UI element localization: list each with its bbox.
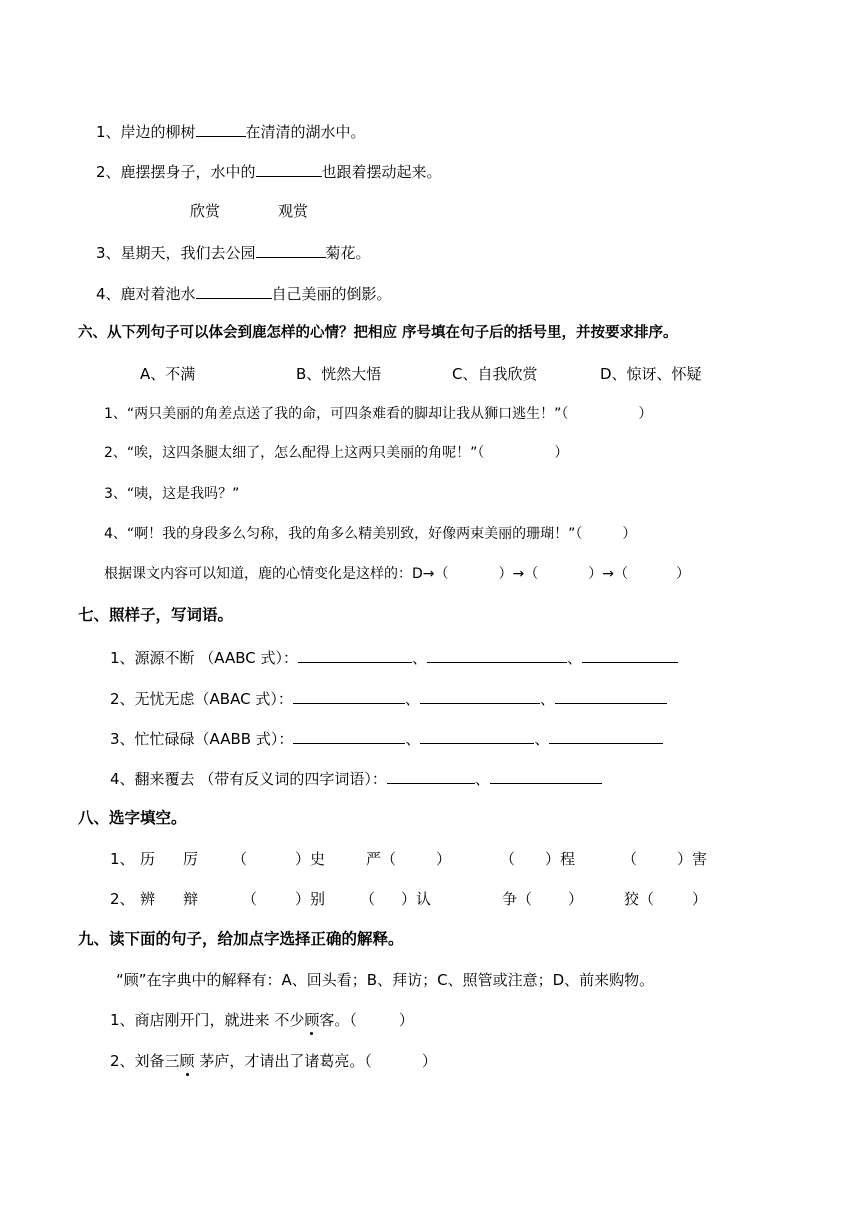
answer-blank[interactable] (293, 688, 405, 704)
paren-close: ） (638, 406, 653, 422)
paren-close: ） (401, 890, 417, 908)
paren-close: ） (568, 890, 584, 908)
separator: 、 (405, 730, 421, 748)
s9-q2-text: 2、刘备三 (110, 1052, 180, 1070)
s8-row-2-number: 2、 (110, 890, 135, 908)
s7-q4-text: 4、翻来覆去 （带有反义词的四字词语）： (110, 770, 387, 788)
answer-blank[interactable] (549, 728, 663, 744)
option-c: C、自我欣赏 (452, 365, 538, 383)
paren-close: ） (398, 1011, 414, 1029)
answer-blank[interactable] (387, 768, 475, 784)
dotted-char: 顾 (304, 1011, 320, 1029)
answer-blank[interactable] (420, 688, 540, 704)
s5-q3-text: 3、星期天，我们去公园 (96, 244, 256, 262)
section-6-heading: 六、从下列句子可以体会到鹿怎样的心情？把相应 序号填在句子后的括号里，并按要求排序。 (78, 325, 678, 341)
paren-open: （ (639, 890, 655, 908)
paren-close: ） (295, 850, 311, 868)
s6-question-3: 3、“咦，这是我吗？” (104, 486, 240, 502)
s8-row-1-item-4[interactable] (622, 849, 707, 869)
item-char: 程 (560, 850, 576, 868)
s5-q4-text: 4、鹿对着池水 (96, 285, 196, 303)
paren-open: （ (434, 566, 449, 582)
paren-close: ） (554, 445, 569, 461)
paren-open: （ (360, 890, 376, 908)
s5-question-4 (96, 283, 392, 304)
paren-open: （ (524, 566, 539, 582)
s8-row-1-item-1[interactable] (232, 849, 325, 869)
s6-q1-text: 1、“两只美丽的角差点送了我的命，可四条难看的脚却让我从狮口逃生！”（ (104, 406, 569, 422)
s5-q4-text-end: 自己美丽的倒影。 (271, 285, 392, 303)
s6-question-1 (104, 404, 652, 424)
s7-q3-text: 3、忙忙碌碌（AABB 式）： (110, 730, 294, 748)
s8-row-1-char-1: 历 (140, 850, 156, 868)
item-char: 认 (416, 890, 432, 908)
item-char: 别 (310, 890, 326, 908)
s7-question-3 (110, 728, 663, 749)
s5-q2-text: 2、鹿摆摆身子，水中的 (96, 163, 256, 181)
s8-row-1-item-3[interactable] (500, 849, 575, 869)
paren-close: ） (498, 566, 513, 582)
s8-row-2-item-1[interactable] (242, 889, 325, 909)
separator: 、 (412, 649, 428, 667)
item-char: 争 (502, 890, 518, 908)
answer-blank[interactable] (256, 161, 322, 177)
s9-q2-text-end: 茅庐，才请出了诸葛亮。（ (194, 1052, 372, 1070)
item-char: 严 (366, 850, 382, 868)
answer-blank[interactable] (555, 688, 667, 704)
separator: 、 (567, 649, 583, 667)
answer-blank[interactable] (293, 728, 405, 744)
s7-question-2 (110, 688, 667, 709)
paren-close: ） (545, 850, 561, 868)
item-char: 狡 (624, 890, 640, 908)
paren-open: （ (613, 566, 628, 582)
option-d: D、惊讶、怀疑 (600, 365, 702, 383)
arrow-icon: → (512, 566, 525, 582)
s6-order-text: 根据课文内容可以知道，鹿的心情变化是这样的：D (104, 566, 423, 582)
s6-q2-text: 2、“唉，这四条腿太细了，怎么配得上这两只美丽的角呢！”（ (104, 445, 485, 461)
s5-q1-text: 1、岸边的柳树 (96, 123, 196, 141)
s9-question-2 (110, 1051, 437, 1071)
section-8-heading: 八、选字填空。 (78, 809, 187, 827)
paren-open: （ (232, 850, 248, 868)
s7-q1-text: 1、源源不断 （AABC 式）： (110, 649, 299, 667)
s6-question-2 (104, 443, 568, 463)
answer-blank[interactable] (256, 242, 326, 258)
dotted-char: 顾 (179, 1052, 195, 1070)
s9-intro: “顾”在字典中的解释有：A、回头看；B、拜访；C、照管或注意；D、前来购物。 (116, 971, 655, 989)
s8-row-2-char-2: 辩 (183, 890, 199, 908)
s9-question-1 (110, 1010, 414, 1030)
s8-row-2-item-4[interactable] (624, 889, 707, 909)
paren-open: （ (500, 850, 516, 868)
separator: 、 (404, 690, 420, 708)
s5-question-3 (96, 242, 371, 263)
answer-blank[interactable] (582, 647, 678, 663)
s5-question-1 (96, 121, 366, 142)
s8-row-1-char-2: 厉 (183, 850, 199, 868)
s9-q1-text: 1、商店刚开门，就进来 不少 (110, 1011, 305, 1029)
s6-q4-text: 4、“啊！我的身段多么匀称，我的角多么精美别致，好像两束美丽的珊瑚！”（ (104, 526, 583, 542)
s6-question-4 (104, 524, 636, 544)
s5-q3-text-end: 菊花。 (325, 244, 371, 262)
arrow-icon: → (602, 566, 614, 582)
answer-blank[interactable] (490, 768, 602, 784)
paren-close: ） (675, 566, 690, 582)
s8-row-1-number: 1、 (110, 850, 135, 868)
option-b: B、恍然大悟 (296, 365, 382, 383)
answer-blank[interactable] (196, 283, 272, 299)
s7-question-4 (110, 768, 602, 789)
s8-row-1-item-2[interactable] (366, 849, 451, 869)
answer-blank[interactable] (420, 728, 534, 744)
paren-close: ） (677, 850, 693, 868)
separator: 、 (534, 730, 550, 748)
s5-word-bank-2: 观赏 (278, 202, 309, 220)
item-char: 史 (310, 850, 326, 868)
paren-close: ） (295, 890, 311, 908)
paren-open: （ (381, 850, 397, 868)
paren-close: ） (692, 890, 708, 908)
paren-close: ） (588, 566, 603, 582)
answer-blank[interactable] (298, 647, 412, 663)
arrow-icon: → (422, 566, 435, 582)
paren-close: ） (421, 1052, 437, 1070)
s5-word-bank-1: 欣赏 (190, 202, 221, 220)
separator: 、 (474, 770, 490, 788)
s9-q1-text-end: 客。（ (319, 1011, 357, 1029)
paren-open: （ (517, 890, 533, 908)
s5-question-2 (96, 161, 442, 182)
item-char: 害 (692, 850, 708, 868)
separator: 、 (539, 690, 555, 708)
option-a: A、不满 (140, 365, 196, 383)
answer-blank[interactable] (427, 647, 567, 663)
paren-open: （ (622, 850, 638, 868)
section-9-heading: 九、读下面的句子，给加点字选择正确的解释。 (78, 930, 404, 948)
s5-q2-text-end: 也跟着摆动起来。 (321, 163, 442, 181)
paren-close: ） (436, 850, 452, 868)
paren-close: ） (622, 526, 637, 542)
section-7-heading: 七、照样子，写词语。 (78, 606, 234, 624)
s8-row-2-item-3[interactable] (502, 889, 583, 909)
answer-blank[interactable] (196, 121, 246, 137)
s7-question-1 (110, 647, 678, 668)
s8-row-2-char-1: 辨 (140, 890, 156, 908)
s6-order-line (104, 564, 690, 584)
s7-q2-text: 2、无忧无虑（ABAC 式）： (110, 690, 293, 708)
paren-open: （ (242, 890, 258, 908)
s8-row-2-item-2[interactable] (360, 889, 431, 909)
s5-q1-text-end: 在清清的湖水中。 (245, 123, 366, 141)
